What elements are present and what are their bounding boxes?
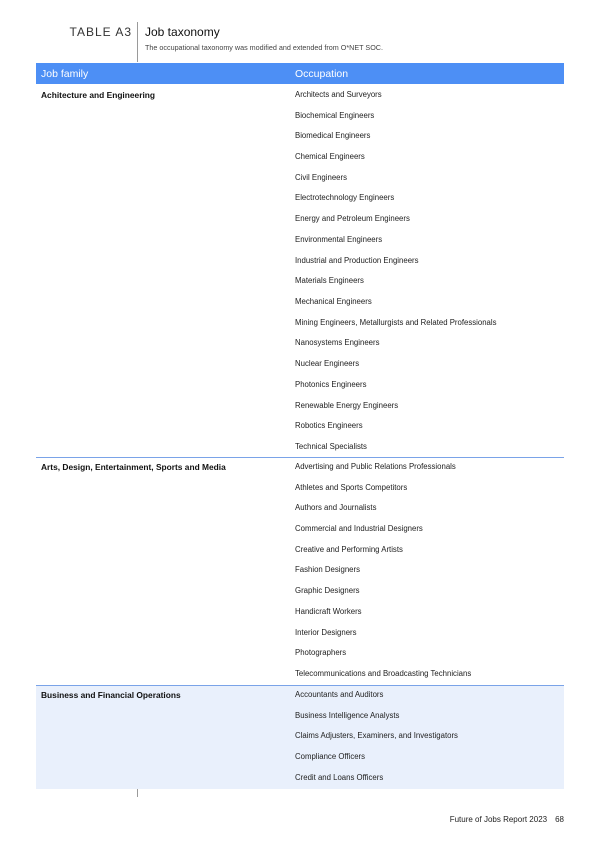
job-family-cell: Achitecture and Engineering <box>41 90 156 100</box>
occupation-cell: Commercial and Industrial Designers <box>295 524 423 533</box>
occupation-cell: Industrial and Production Engineers <box>295 256 419 265</box>
occupation-cell: Materials Engineers <box>295 276 364 285</box>
occupation-cell: Photographers <box>295 648 347 657</box>
occupation-cell: Accountants and Auditors <box>295 690 384 699</box>
occupation-cell: Nanosystems Engineers <box>295 338 380 347</box>
occupation-cell: Handicraft Workers <box>295 607 362 616</box>
table-group-arts <box>36 457 564 685</box>
occupation-cell: Graphic Designers <box>295 586 360 595</box>
occupation-cell: Energy and Petroleum Engineers <box>295 214 410 223</box>
occupation-cell: Technical Specialists <box>295 442 367 451</box>
job-family-cell: Arts, Design, Entertainment, Sports and Media <box>41 462 226 472</box>
occupation-cell: Telecommunications and Broadcasting Technicians <box>295 669 472 678</box>
occupation-cell: Authors and Journalists <box>295 503 377 512</box>
occupation-cell: Credit and Loans Officers <box>295 773 384 782</box>
occupation-cell: Architects and Surveyors <box>295 90 382 99</box>
occupation-cell: Mining Engineers, Metallurgists and Related Professionals <box>295 318 497 327</box>
page-title: Job taxonomy <box>145 25 220 39</box>
occupation-cell: Creative and Performing Artists <box>295 545 403 554</box>
occupation-cell: Athletes and Sports Competitors <box>295 483 408 492</box>
occupation-cell: Mechanical Engineers <box>295 297 372 306</box>
occupation-cell: Environmental Engineers <box>295 235 383 244</box>
occupation-cell: Compliance Officers <box>295 752 366 761</box>
occupation-cell: Photonics Engineers <box>295 380 367 389</box>
occupation-cell: Biomedical Engineers <box>295 131 371 140</box>
occupation-cell: Chemical Engineers <box>295 152 365 161</box>
job-family-cell: Business and Financial Operations <box>41 690 181 700</box>
column-header-occupation: Occupation <box>295 68 349 80</box>
table-label: TABLE A3 <box>69 25 132 39</box>
report-name: Future of Jobs Report 2023 <box>449 815 548 824</box>
bottom-tick <box>137 789 138 797</box>
page-subtitle: The occupational taxonomy was modified and extended from O*NET SOC. <box>145 43 383 52</box>
occupation-cell: Advertising and Public Relations Professionals <box>295 462 456 471</box>
occupation-cell: Robotics Engineers <box>295 421 363 430</box>
column-header-job-family: Job family <box>41 68 89 80</box>
occupation-cell: Renewable Energy Engineers <box>295 401 399 410</box>
occupation-cell: Business Intelligence Analysts <box>295 711 400 720</box>
occupation-cell: Interior Designers <box>295 628 357 637</box>
header-divider <box>137 22 138 62</box>
group-divider <box>36 685 564 686</box>
occupation-cell: Biochemical Engineers <box>295 111 375 120</box>
occupation-cell: Claims Adjusters, Examiners, and Investigators <box>295 731 458 740</box>
table-header <box>36 63 564 84</box>
occupation-cell: Electrotechnology Engineers <box>295 193 395 202</box>
occupation-cell: Nuclear Engineers <box>295 359 360 368</box>
occupation-cell: Fashion Designers <box>295 565 361 574</box>
group-divider <box>36 457 564 458</box>
occupation-cell: Civil Engineers <box>295 173 348 182</box>
page-number: 68 <box>555 815 564 824</box>
page-footer <box>450 815 564 824</box>
table-group-business <box>36 685 564 789</box>
table-group-engineering <box>36 85 564 457</box>
